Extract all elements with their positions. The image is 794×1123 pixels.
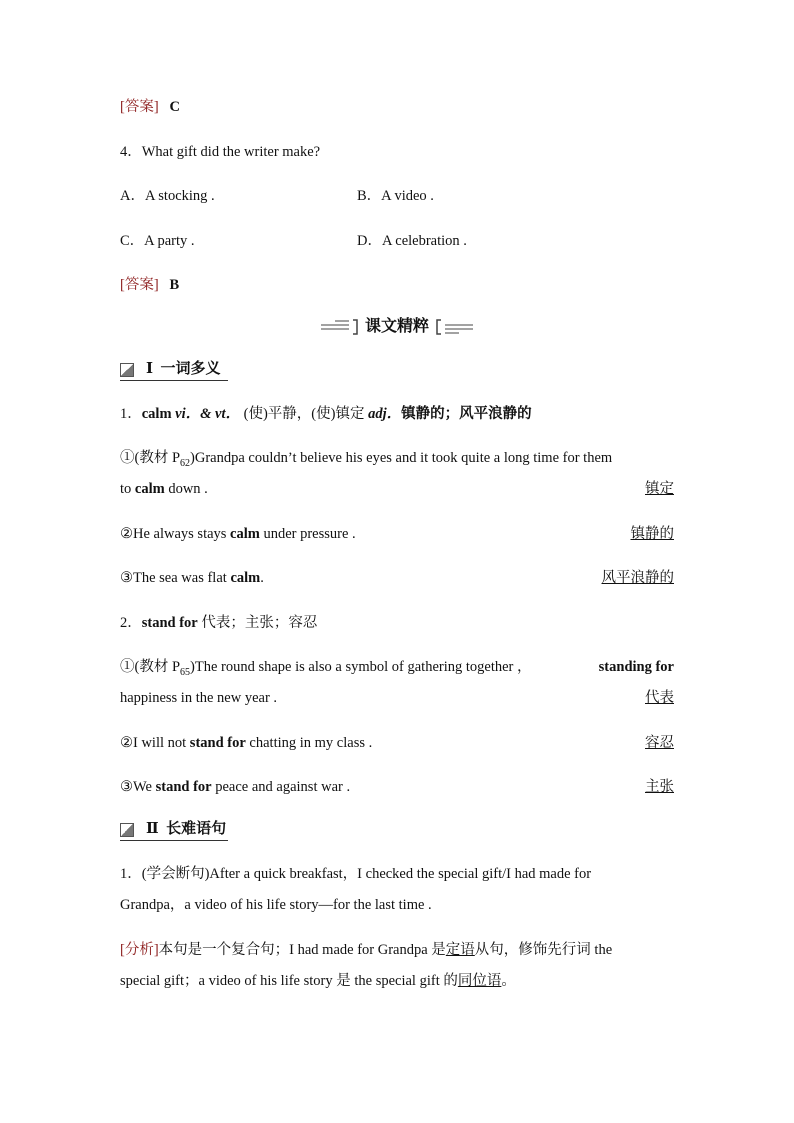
answer-3 xyxy=(120,97,674,117)
example-sentence: ③We stand for peace and against war . xyxy=(120,779,351,795)
answer-tag: [答案] xyxy=(120,99,159,115)
example-sentence: ②I will not stand for chatting in my class . xyxy=(120,735,373,751)
part-2-numeral: Ⅱ xyxy=(146,821,159,837)
example-sentence-cont: happiness in the new year . xyxy=(120,690,278,706)
answer-meaning: 风平浪静的 xyxy=(601,570,674,586)
answer-meaning: 容忍 xyxy=(645,735,674,751)
long-sentence-cont: Grandpa，a video of his life story—for the last time . xyxy=(120,897,432,913)
vocab-word: stand for xyxy=(141,615,198,631)
part-2-title: 长难语句 xyxy=(166,821,227,837)
answer-meaning: 主张 xyxy=(645,779,674,795)
heading-square-icon xyxy=(120,823,134,837)
part-1-title: 一词多义 xyxy=(160,361,221,377)
analysis: [分析]本句是一个复合句；I had made for Grandpa 是定语从句，修饰先行词 the xyxy=(120,942,613,958)
answer-value: B xyxy=(169,277,180,293)
vocab-item-stand-for: 2．stand for 代表；主张；容忍 xyxy=(120,615,318,631)
section-title-text: 课文精粹 xyxy=(364,318,429,335)
example-sentence-cont: to calm down . xyxy=(120,481,208,497)
option-c: C．A party . xyxy=(120,233,195,249)
section-title xyxy=(0,315,794,339)
answer-value: C xyxy=(169,99,181,115)
part-1-heading xyxy=(120,359,228,381)
vocab-item-calm: 1．calm vi．& vt． (使)平静，(使)镇定 adj．镇静的；风平浪静的 xyxy=(120,406,532,422)
question-4-stem: 4．What gift did the writer make? xyxy=(120,144,321,160)
right-ornament-icon xyxy=(433,319,473,335)
example-bold-phrase: standing for xyxy=(598,659,674,675)
option-b: B．A video . xyxy=(357,188,434,204)
vocab-word: calm xyxy=(141,406,172,422)
answer-4 xyxy=(120,275,674,295)
part-1-numeral: Ⅰ xyxy=(146,361,154,377)
long-sentence: 1．(学会断句)After a quick breakfast，I checked the special gift/I had made for xyxy=(120,866,592,882)
heading-square-icon xyxy=(120,363,134,377)
part-2-heading xyxy=(120,819,228,841)
option-a: A．A stocking . xyxy=(120,188,215,204)
example-sentence: ③The sea was flat calm. xyxy=(120,570,264,586)
example-sentence: ①(教材 $P_{62})Grandpa$ couldn’t believe his eyes and it took quite a long time for them xyxy=(120,450,613,469)
answer-meaning: 代表 xyxy=(645,690,674,706)
option-d: D．A celebration . xyxy=(357,233,467,249)
answer-tag: [答案] xyxy=(120,277,159,293)
example-sentence: ①(教材 $P_{65})The$ round shape is also a symbol of gathering together ， xyxy=(120,659,532,678)
example-sentence: ②He always stays calm under pressure . xyxy=(120,526,356,542)
answer-meaning: 镇静的 xyxy=(630,526,674,542)
left-ornament-icon xyxy=(321,319,361,335)
answer-meaning: 镇定 xyxy=(645,481,674,497)
analysis-cont: special gift；a video of his life story 是 the special gift 的同位语。 xyxy=(120,973,516,989)
